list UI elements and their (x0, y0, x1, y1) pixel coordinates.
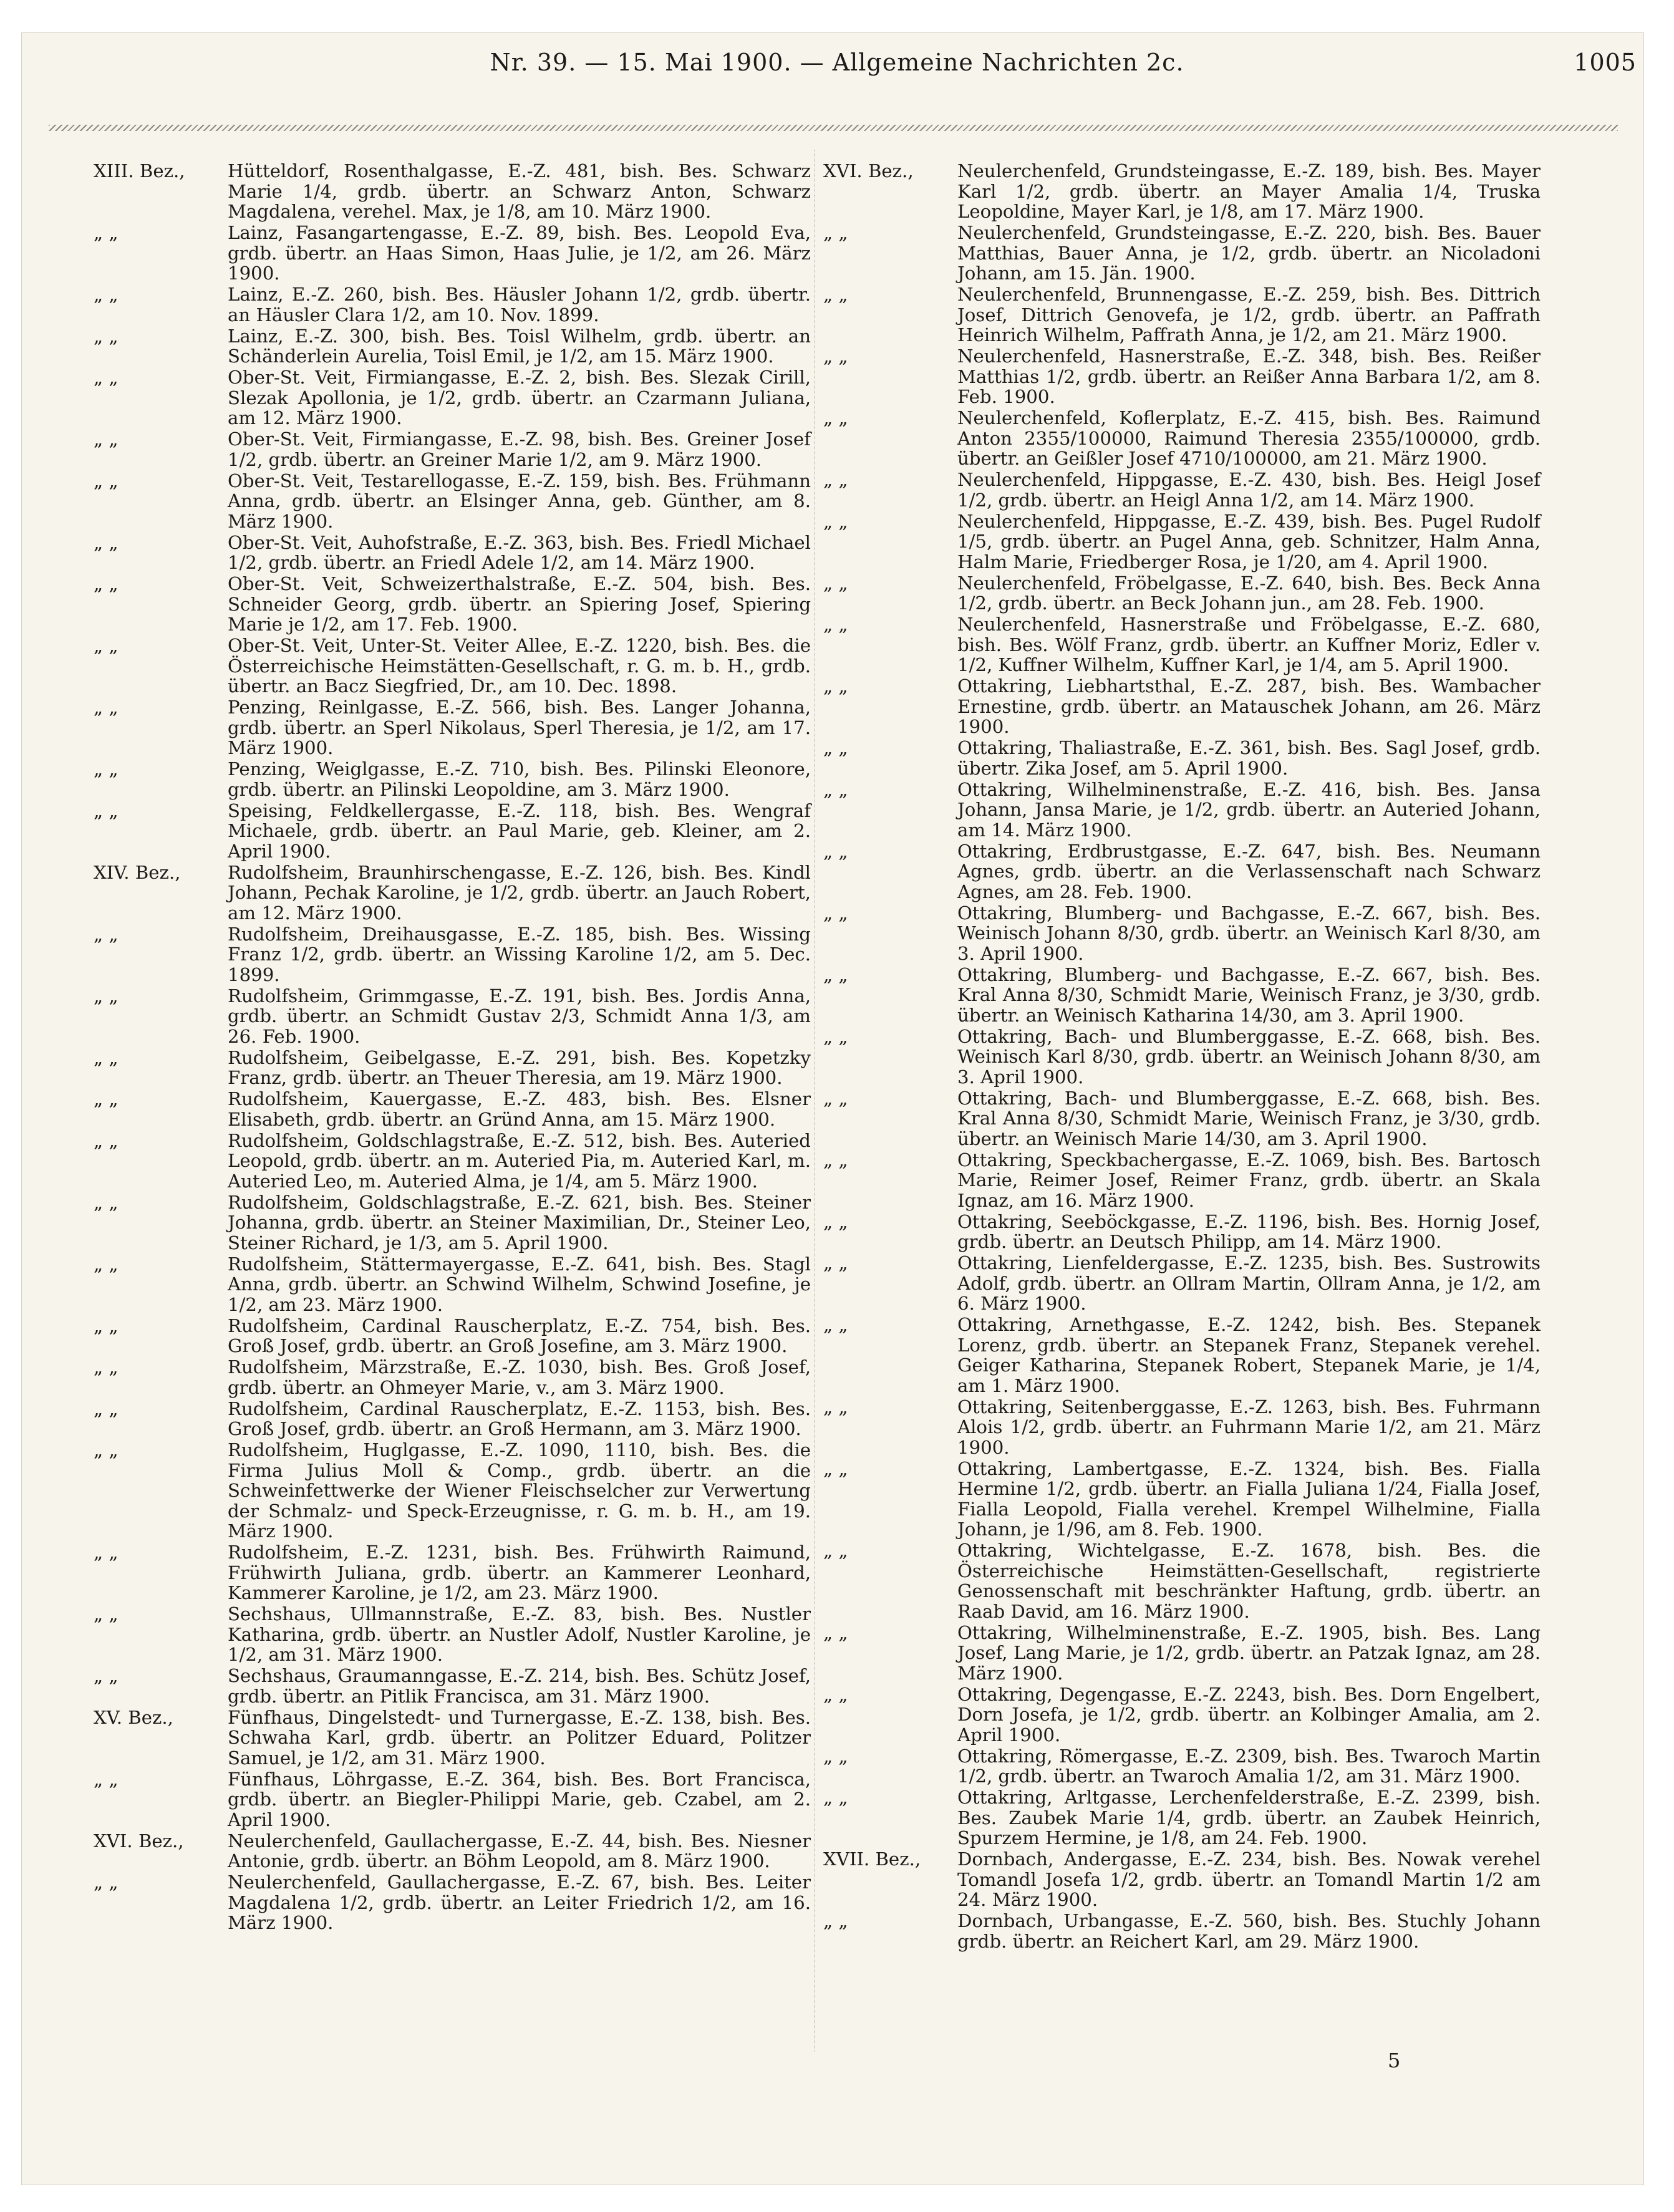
district-prefix: „ „ (823, 469, 848, 490)
entry-text: Ottakring, Degengasse, E.-Z. 2243, bish. Bes. Dorn Engelbert, Dorn Josefa, je 1/2, grdb. übertr. an Kolbinger Amalia, am 2. April 1900. (957, 1683, 1541, 1746)
district-prefix: „ „ (94, 531, 119, 553)
district-prefix: „ „ (94, 1872, 119, 1893)
district-prefix: „ „ (823, 614, 848, 635)
register-entry (94, 1769, 811, 1830)
register-entry (823, 1459, 1541, 1540)
district-prefix: „ „ (94, 635, 119, 656)
entry-text: Dornbach, Andergasse, E.-Z. 234, bish. Bes. Nowak verehel Tomandl Josefa 1/2, grdb. übertr. an Tomandl Martin 1/2 am 24. März 1900. (957, 1848, 1541, 1910)
entry-text: Neulerchenfeld, Hasnerstraße, E.-Z. 348, bish. Bes. Reißer Matthias 1/2, grdb. übertr. an Reißer Anna Barbara 1/2, am 8. Feb. 1900. (957, 345, 1541, 407)
register-entry (823, 1911, 1541, 1951)
register-entry (823, 408, 1541, 469)
entry-text: Ottakring, Blumberg- und Bachgasse, E.-Z. 667, bish. Bes. Weinisch Johann 8/30, grdb. übertr. an Weinisch Karl 8/30, am 3. April 1900. (957, 902, 1541, 964)
entry-text: Ober-St. Veit, Testarellogasse, E.-Z. 159, bish. Bes. Frühmann Anna, grdb. übertr. an Elsinger Anna, geb. Günther, am 8. März 1900. (228, 470, 811, 532)
entry-text: Lainz, E.-Z. 260, bish. Bes. Häusler Johann 1/2, grdb. übertr. an Häusler Clara 1/2, am 10. Nov. 1899. (228, 284, 811, 326)
district-prefix: „ „ (94, 1356, 119, 1378)
register-entry (94, 801, 811, 862)
entry-text: Neulerchenfeld, Grundsteingasse, E.-Z. 189, bish. Bes. Mayer Karl 1/2, grdb. übertr. an Mayer Amalia 1/4, Truska Leopoldine, Mayer Karl, je 1/8, am 17. März 1900. (957, 160, 1541, 222)
district-prefix: „ „ (94, 1665, 119, 1686)
entry-text: Rudolfsheim, Märzstraße, E.-Z. 1030, bish. Bes. Groß Josef, grdb. übertr. an Ohmeyer Marie, v., am 3. März 1900. (228, 1356, 811, 1398)
page-number: 1005 (1574, 49, 1637, 76)
register-entry (94, 533, 811, 573)
register-entry (94, 367, 811, 428)
entry-text: Neulerchenfeld, Grundsteingasse, E.-Z. 220, bish. Bes. Bauer Matthias, Bauer Anna, je 1/2, grdb. übertr. an Nicoladoni Johann, am 15. Jän. 1900. (957, 222, 1541, 284)
district-prefix: „ „ (823, 675, 848, 697)
register-entry (94, 574, 811, 635)
district-prefix: „ „ (94, 923, 119, 945)
district-prefix: „ „ (94, 367, 119, 388)
register-entry (94, 986, 811, 1047)
entry-text: Ober-St. Veit, Firmiangasse, E.-Z. 2, bish. Bes. Slezak Cirill, Slezak Apollonia, je 1/2, grdb. übertr. an Czarmann Juliana, am 12. März 1900. (228, 367, 811, 428)
register-entry (94, 1399, 811, 1439)
district-prefix: „ „ (823, 1210, 848, 1232)
entry-text: Ottakring, Arnethgasse, E.-Z. 1242, bish. Bes. Stepanek Lorenz, grdb. übertr. an Stepanek Franz, Stepanek verehel. Geiger Katharina, Stepanek Robert, Stepanek Marie, je 1/4, am 1. März 1900. (957, 1314, 1541, 1396)
entry-text: Ottakring, Lambertgasse, E.-Z. 1324, bish. Bes. Fialla Hermine 1/2, grdb. übertr. an Fialla Juliana 1/24, Fialla Josef, Fialla Leopold, Fialla verehel. Krempel Wilhelmine, Fialla Johann, je 1/96, am 8. Feb. 1900. (957, 1457, 1541, 1540)
entry-text: Rudolfsheim, Geibelgasse, E.-Z. 291, bish. Bes. Kopetzky Franz, grdb. übertr. an Theuer Theresia, am 19. März 1900. (228, 1046, 811, 1088)
district-prefix: „ „ (94, 1398, 119, 1419)
entry-text: Ottakring, Wichtelgasse, E.-Z. 1678, bish. Bes. die Österreichische Heimstätten-Gesellschaft, registrierte Genossenschaft mit beschränkter Haftung, grdb. übertr. an Raab David, am 16. März 1900. (957, 1540, 1541, 1622)
register-entry (94, 223, 811, 284)
district-prefix: „ „ (94, 1315, 119, 1336)
register-entry (94, 1316, 811, 1356)
district-prefix: „ „ (94, 799, 119, 821)
column-divider (814, 150, 815, 2052)
district-prefix: XVII. Bez., (823, 1848, 921, 1870)
district-prefix: „ „ (94, 1046, 119, 1068)
entry-text: Ottakring, Thaliastraße, E.-Z. 361, bish. Bes. Sagl Josef, grdb. übertr. Zika Josef, am 5. April 1900. (957, 737, 1541, 779)
entry-text: Dornbach, Urbangasse, E.-Z. 560, bish. Bes. Stuchly Johann grdb. übertr. an Reichert Karl, am 29. März 1900. (957, 1910, 1541, 1952)
entry-text: Lainz, E.-Z. 300, bish. Bes. Toisl Wilhelm, grdb. übertr. an Schänderlein Aurelia, Toisl Emil, je 1/2, am 15. März 1900. (228, 325, 811, 367)
district-prefix: „ „ (94, 985, 119, 1007)
district-prefix: „ „ (823, 964, 848, 985)
entry-text: Ottakring, Römergasse, E.-Z. 2309, bish. Bes. Twaroch Martin 1/2, grdb. übertr. an Twaroch Amalia 1/2, am 31. März 1900. (957, 1745, 1541, 1787)
register-entry (94, 1542, 811, 1603)
district-prefix: „ „ (823, 902, 848, 924)
register-entry (94, 429, 811, 470)
entry-text: Ottakring, Blumberg- und Bachgasse, E.-Z. 667, bish. Bes. Kral Anna 8/30, Schmidt Marie, Weinisch Franz, je 3/30, grdb. übertr. an Weinisch Katharina 14/30, am 3. April 1900. (957, 964, 1541, 1026)
entry-text: Ottakring, Lienfeldergasse, E.-Z. 1235, bish. Bes. Sustrowits Adolf, grdb. übertr. an Ollram Martin, Ollram Anna, je 1/2, am 6. März 1900. (957, 1252, 1541, 1314)
entry-text: Rudolfsheim, Braunhirschengasse, E.-Z. 126, bish. Bes. Kindl Johann, Pechak Karoline, je 1/2, grdb. übertr. an Jauch Robert, am 12. März 1900. (228, 861, 811, 924)
district-prefix: „ „ (823, 284, 848, 305)
register-entry (823, 161, 1541, 222)
district-prefix: „ „ (823, 407, 848, 428)
entry-text: Ottakring, Wilhelminenstraße, E.-Z. 1905, bish. Bes. Lang Josef, Lang Marie, je 1/2, grdb. übertr. an Patzak Ignaz, am 28. März 1900. (957, 1621, 1541, 1684)
entry-text: Rudolfsheim, Huglgasse, E.-Z. 1090, 1110, bish. Bes. die Firma Julius Moll & Comp., grdb. übertr. an die Schweinfettwerke der Wiener Fleischselcher zur Verwertung der Schmalz- und Speck-Erzeugnisse, r. G. m. b. H., am 19. März 1900. (228, 1439, 811, 1542)
entry-text: Ober-St. Veit, Firmiangasse, E.-Z. 98, bish. Bes. Greiner Josef 1/2, grdb. übertr. an Greiner Marie 1/2, am 9. März 1900. (228, 428, 811, 470)
district-prefix: „ „ (823, 1683, 848, 1705)
right-column (823, 161, 1541, 1953)
register-entry (94, 697, 811, 758)
register-entry (94, 1666, 811, 1706)
district-prefix: „ „ (94, 697, 119, 718)
entry-text: Ober-St. Veit, Schweizerthalstraße, E.-Z. 504, bish. Bes. Schneider Georg, grdb. übertr. an Spiering Josef, Spiering Marie je 1/2, am 17. Feb. 1900. (228, 573, 811, 635)
register-entry (823, 1746, 1541, 1787)
entry-text: Ottakring, Seeböckgasse, E.-Z. 1196, bish. Bes. Hornig Josef, grdb. übertr. an Deutsch Philipp, am 14. März 1900. (957, 1210, 1541, 1252)
district-prefix: „ „ (94, 428, 119, 450)
district-prefix: „ „ (94, 222, 119, 243)
district-prefix: „ „ (823, 840, 848, 862)
entry-text: Rudolfsheim, Goldschlagstraße, E.-Z. 621, bish. Bes. Steiner Johanna, grdb. übertr. an Steiner Maximilian, Dr., Steiner Leo, Steiner Richard, je 1/3, am 5. April 1900. (228, 1191, 811, 1253)
register-entry (94, 1872, 811, 1933)
left-column (94, 161, 811, 1934)
register-entry (823, 1253, 1541, 1314)
district-prefix: „ „ (823, 1910, 848, 1931)
district-prefix: „ „ (94, 1439, 119, 1461)
register-entry (823, 780, 1541, 841)
register-entry (823, 1212, 1541, 1252)
register-entry (823, 965, 1541, 1026)
district-prefix: „ „ (823, 1745, 848, 1767)
register-entry (823, 223, 1541, 284)
register-entry (823, 511, 1541, 572)
district-prefix: „ „ (823, 1025, 848, 1047)
district-prefix: „ „ (94, 573, 119, 594)
register-entry (94, 1254, 811, 1315)
register-entry (94, 1048, 811, 1088)
entry-text: Rudolfsheim, Goldschlagstraße, E.-Z. 512, bish. Bes. Auteried Leopold, grdb. übertr. an m. Auteried Pia, m. Auteried Karl, m. Auteried Leo, m. Auteried Alma, je 1/4, am 5. März 1900. (228, 1129, 811, 1192)
register-entry (94, 1604, 811, 1665)
register-entry (823, 284, 1541, 345)
running-title: Nr. 39. — 15. Mai 1900. — Allgemeine Nachrichten 2c. (490, 49, 1184, 76)
district-prefix: „ „ (823, 778, 848, 800)
district-prefix: „ „ (823, 345, 848, 367)
district-prefix: „ „ (94, 325, 119, 347)
entry-text: Penzing, Reinlgasse, E.-Z. 566, bish. Bes. Langer Johanna, grdb. übertr. an Sperl Nikolaus, Sperl Theresia, je 1/2, am 17. März 1900. (228, 697, 811, 758)
entry-text: Ottakring, Seitenberggasse, E.-Z. 1263, bish. Bes. Fuhrmann Alois 1/2, grdb. übertr. an Fuhrmann Marie 1/2, am 21. März 1900. (957, 1396, 1541, 1458)
register-entry (823, 1088, 1541, 1149)
register-entry (94, 635, 811, 697)
register-entry (94, 284, 811, 325)
district-prefix: „ „ (823, 1149, 848, 1171)
entry-text: Rudolfsheim, Dreihausgasse, E.-Z. 185, bish. Bes. Wissing Franz 1/2, grdb. übertr. an Wissing Karoline 1/2, am 5. Dec. 1899. (228, 923, 811, 985)
register-entry (94, 759, 811, 799)
entry-text: Hütteldorf, Rosenthalgasse, E.-Z. 481, bish. Bes. Schwarz Marie 1/4, grdb. übertr. an Schwarz Anton, Schwarz Magdalena, verehel. Max, je 1/8, am 10. März 1900. (228, 160, 811, 222)
register-entry (823, 738, 1541, 778)
district-prefix: XVI. Bez., (94, 1830, 184, 1852)
register-entry (823, 614, 1541, 675)
register-entry (94, 1131, 811, 1192)
register-entry (94, 924, 811, 985)
entry-text: Sechshaus, Ullmannstraße, E.-Z. 83, bish. Bes. Nustler Katharina, grdb. übertr. an Nustler Adolf, Nustler Karoline, je 1/2, am 31. März 1900. (228, 1603, 811, 1665)
entry-text: Lainz, Fasangartengasse, E.-Z. 89, bish. Bes. Leopold Eva, grdb. übertr. an Haas Simon, Haas Julie, je 1/2, am 26. März 1900. (228, 222, 811, 284)
entry-text: Rudolfsheim, Grimmgasse, E.-Z. 191, bish. Bes. Jordis Anna, grdb. übertr. an Schmidt Gustav 2/3, Schmidt Anna 1/3, am 26. Feb. 1900. (228, 985, 811, 1047)
district-prefix: „ „ (823, 1457, 848, 1479)
register-entry (823, 903, 1541, 964)
entry-text: Ottakring, Bach- und Blumberggasse, E.-Z. 668, bish. Bes. Weinisch Karl 8/30, grdb. übertr. an Weinisch Johann 8/30, am 3. April 1900. (957, 1025, 1541, 1088)
district-prefix: „ „ (823, 737, 848, 758)
entry-text: Neulerchenfeld, Hasnerstraße und Fröbelgasse, E.-Z. 680, bish. Bes. Wölf Franz, grdb. übertr. an Kuffner Moriz, Edler v. 1/2, Kuffner Wilhelm, Kuffner Karl, je 1/4, am 5. April 1900. (957, 614, 1541, 675)
register-entry (823, 1540, 1541, 1621)
register-entry (94, 1192, 811, 1253)
register-entry (94, 1089, 811, 1129)
register-entry (823, 1026, 1541, 1088)
entry-text: Penzing, Weiglgasse, E.-Z. 710, bish. Bes. Pilinski Eleonore, grdb. übertr. an Pilinski Leopoldine, am 3. März 1900. (228, 758, 811, 800)
entry-text: Sechshaus, Graumanngasse, E.-Z. 214, bish. Bes. Schütz Josef, grdb. übertr. an Pitlik Francisca, am 31. März 1900. (228, 1665, 811, 1707)
entry-text: Neulerchenfeld, Brunnengasse, E.-Z. 259, bish. Bes. Dittrich Josef, Dittrich Genovefa, je 1/2, grdb. übertr. an Paffrath Heinrich Wilhelm, Paffrath Anna, je 1/2, am 21. März 1900. (957, 284, 1541, 345)
district-prefix: „ „ (823, 572, 848, 594)
district-prefix: „ „ (823, 510, 848, 532)
register-entry (94, 471, 811, 532)
register-entry (823, 676, 1541, 737)
district-prefix: „ „ (94, 1542, 119, 1563)
entry-text: Neulerchenfeld, Fröbelgasse, E.-Z. 640, bish. Bes. Beck Anna 1/2, grdb. übertr. an Beck Johann jun., am 28. Feb. 1900. (957, 572, 1541, 614)
page-header (37, 49, 1637, 99)
entry-text: Speising, Feldkellergasse, E.-Z. 118, bish. Bes. Wengraf Michaele, grdb. übertr. an Paul Marie, geb. Kleiner, am 2. April 1900. (228, 799, 811, 862)
entry-text: Ottakring, Wilhelminenstraße, E.-Z. 416, bish. Bes. Jansa Johann, Jansa Marie, je 1/2, grdb. übertr. an Auteried Johann, am 14. März 1900. (957, 778, 1541, 841)
district-prefix: „ „ (94, 1603, 119, 1625)
header-rule (49, 125, 1618, 131)
entry-text: Rudolfsheim, Cardinal Rauscherplatz, E.-Z. 754, bish. Bes. Groß Josef, grdb. übertr. an Groß Josefine, am 3. März 1900. (228, 1315, 811, 1356)
entry-text: Neulerchenfeld, Hippgasse, E.-Z. 430, bish. Bes. Heigl Josef 1/2, grdb. übertr. an Heigl Anna 1/2, am 14. März 1900. (957, 469, 1541, 511)
district-prefix: „ „ (94, 1253, 119, 1275)
entry-text: Ottakring, Speckbachergasse, E.-Z. 1069, bish. Bes. Bartosch Marie, Reimer Josef, Reimer Franz, grdb. übertr. an Skala Ignaz, am 16. März 1900. (957, 1149, 1541, 1211)
register-entry (823, 1787, 1541, 1848)
register-entry (823, 1623, 1541, 1684)
register-entry (823, 470, 1541, 510)
district-prefix: „ „ (94, 470, 119, 491)
entry-text: Rudolfsheim, Stättermayergasse, E.-Z. 641, bish. Bes. Stagl Anna, grdb. übertr. an Schwind Wilhelm, Schwind Josefine, je 1/2, am 23. März 1900. (228, 1253, 811, 1315)
entry-text: Neulerchenfeld, Koflerplatz, E.-Z. 415, bish. Bes. Raimund Anton 2355/100000, Raimund Theresia 2355/100000, grdb. übertr. an Geißler Josef 4710/100000, am 21. März 1900. (957, 407, 1541, 469)
signature-mark: 5 (1388, 2049, 1401, 2072)
entry-text: Ober-St. Veit, Auhofstraße, E.-Z. 363, bish. Bes. Friedl Michael 1/2, grdb. übertr. an Friedl Adele 1/2, am 14. März 1900. (228, 531, 811, 573)
entry-text: Neulerchenfeld, Gaullachergasse, E.-Z. 67, bish. Bes. Leiter Magdalena 1/2, grdb. übertr. an Leiter Friedrich 1/2, am 16. März 1900. (228, 1872, 811, 1933)
district-prefix: „ „ (94, 1088, 119, 1109)
district-prefix: „ „ (823, 222, 848, 243)
register-entry (823, 1315, 1541, 1396)
register-entry (94, 1357, 811, 1398)
district-prefix: XVI. Bez., (823, 160, 914, 181)
district-prefix: XIII. Bez., (94, 160, 185, 181)
district-prefix: „ „ (823, 1314, 848, 1335)
district-prefix: „ „ (823, 1621, 848, 1643)
district-prefix: „ „ (94, 284, 119, 305)
district-prefix: „ „ (823, 1252, 848, 1273)
entry-text: Fünfhaus, Löhrgasse, E.-Z. 364, bish. Bes. Bort Francisca, grdb. übertr. an Biegler-Philippi Marie, geb. Czabel, am 2. April 1900. (228, 1768, 811, 1830)
district-prefix: „ „ (823, 1396, 848, 1418)
register-entry (94, 1707, 811, 1769)
district-prefix: XIV. Bez., (94, 861, 181, 883)
district-prefix: „ „ (823, 1787, 848, 1808)
district-prefix: XV. Bez., (94, 1706, 173, 1728)
entry-text: Neulerchenfeld, Gaullachergasse, E.-Z. 44, bish. Bes. Niesner Antonie, grdb. übertr. an Böhm Leopold, am 8. März 1900. (228, 1830, 811, 1872)
register-entry (94, 326, 811, 367)
register-entry (823, 1849, 1541, 1910)
entry-text: Ottakring, Liebhartsthal, E.-Z. 287, bish. Bes. Wambacher Ernestine, grdb. übertr. an Matauschek Johann, am 26. März 1900. (957, 675, 1541, 737)
register-entry (823, 573, 1541, 614)
district-prefix: „ „ (94, 1129, 119, 1151)
entry-text: Rudolfsheim, E.-Z. 1231, bish. Bes. Frühwirth Raimund, Frühwirth Juliana, grdb. übertr. an Kammerer Leonhard, Kammerer Karoline, je 1/2, am 23. März 1900. (228, 1542, 811, 1603)
register-entry (823, 1397, 1541, 1458)
register-entry (94, 1440, 811, 1542)
entry-text: Rudolfsheim, Cardinal Rauscherplatz, E.-Z. 1153, bish. Bes. Groß Josef, grdb. übertr. an Groß Hermann, am 3. März 1900. (228, 1398, 811, 1439)
register-entry (94, 862, 811, 924)
district-prefix: „ „ (823, 1540, 848, 1561)
register-entry (94, 1831, 811, 1872)
register-entry (94, 161, 811, 222)
entry-text: Ottakring, Bach- und Blumberggasse, E.-Z. 668, bish. Bes. Kral Anna 8/30, Schmidt Marie, Weinisch Franz, je 3/30, grdb. übertr. an Weinisch Marie 14/30, am 3. April 1900. (957, 1087, 1541, 1149)
entry-text: Fünfhaus, Dingelstedt- und Turnergasse, E.-Z. 138, bish. Bes. Schwaha Karl, grdb. übertr. an Politzer Eduard, Politzer Samuel, je 1/2, am 31. März 1900. (228, 1706, 811, 1769)
register-entry (823, 1150, 1541, 1211)
register-entry (823, 346, 1541, 407)
entry-text: Ober-St. Veit, Unter-St. Veiter Allee, E.-Z. 1220, bish. Bes. die Österreichische Heimstätten-Gesellschaft, r. G. m. b. H., grdb. übertr. an Bacz Siegfried, Dr., am 10. Dec. 1898. (228, 635, 811, 697)
entry-text: Ottakring, Arltgasse, Lerchenfelderstraße, E.-Z. 2399, bish. Bes. Zaubek Marie 1/4, grdb. übertr. an Zaubek Heinrich, Spurzem Hermine, je 1/8, am 24. Feb. 1900. (957, 1787, 1541, 1848)
register-entry (823, 841, 1541, 902)
district-prefix: „ „ (94, 1191, 119, 1213)
district-prefix: „ „ (94, 758, 119, 780)
district-prefix: „ „ (94, 1768, 119, 1790)
register-entry (823, 1684, 1541, 1746)
entry-text: Rudolfsheim, Kauergasse, E.-Z. 483, bish. Bes. Elsner Elisabeth, grdb. übertr. an Gründ Anna, am 15. März 1900. (228, 1088, 811, 1130)
district-prefix: „ „ (823, 1087, 848, 1109)
entry-text: Ottakring, Erdbrustgasse, E.-Z. 647, bish. Bes. Neumann Agnes, grdb. übertr. an die Verlassenschaft nach Schwarz Agnes, am 28. Feb. 1900. (957, 840, 1541, 902)
entry-text: Neulerchenfeld, Hippgasse, E.-Z. 439, bish. Bes. Pugel Rudolf 1/5, grdb. übertr. an Pugel Anna, geb. Schnitzer, Halm Anna, Halm Marie, Friedberger Rosa, je 1/20, am 4. April 1900. (957, 510, 1541, 572)
